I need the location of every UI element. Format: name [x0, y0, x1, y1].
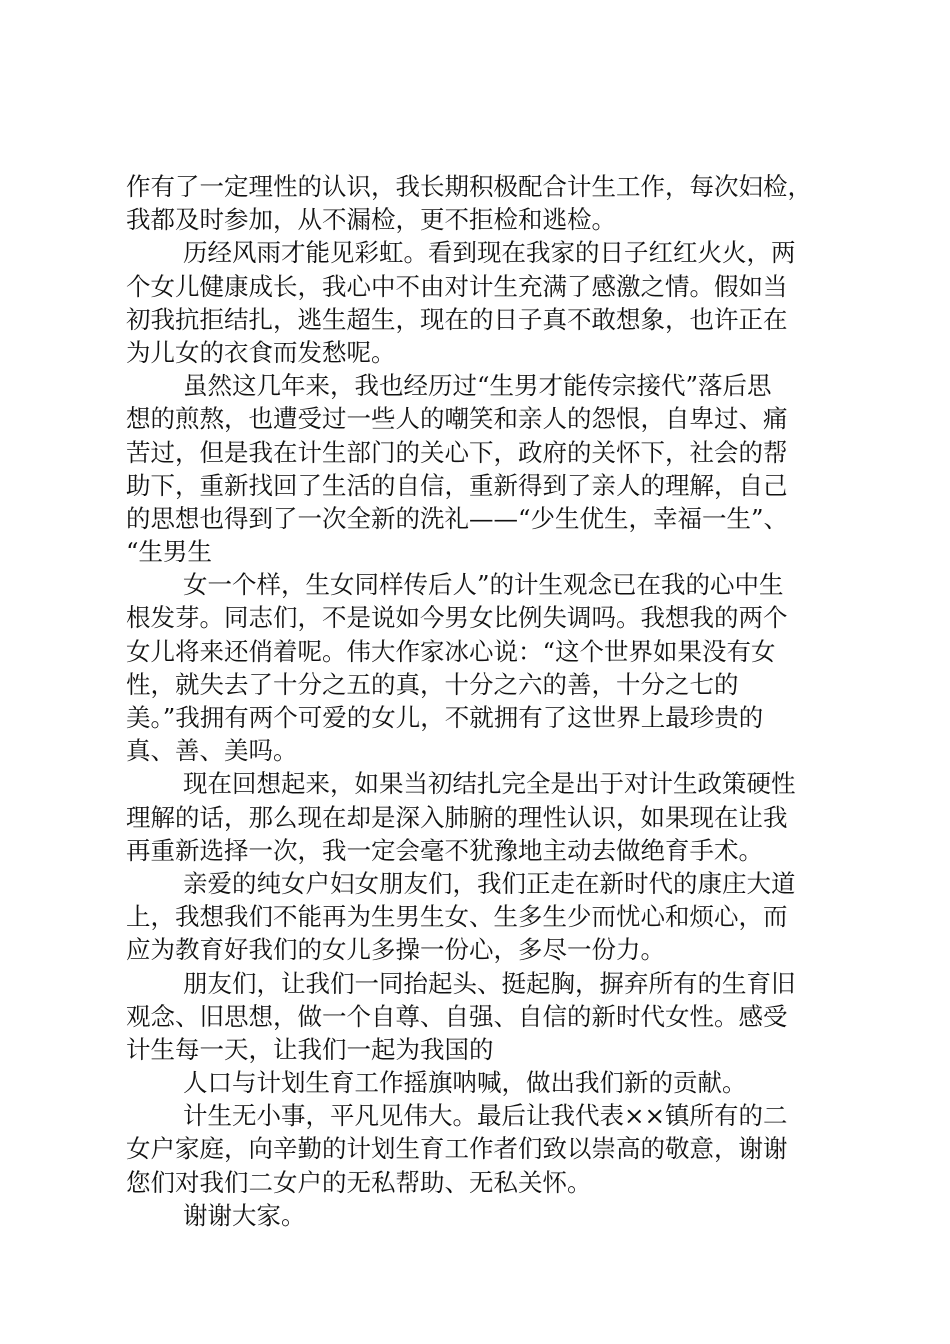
text-line: 朋友们，让我们一同抬起头、挺起胸，摒弃所有的生育旧	[183, 968, 796, 998]
text-line: 计生无小事，平凡见伟大。最后让我代表××镇所有的二	[183, 1101, 788, 1131]
text-line: 的思想也得到了一次全新的洗礼——“少生优生，幸福一生”、	[126, 503, 789, 533]
text-line: 我都及时参加，从不漏检，更不拒检和逃检。	[126, 205, 616, 235]
text-line: 虽然这几年来，我也经历过“生男才能传宗接代”落后思	[183, 371, 772, 401]
text-line: 亲爱的纯女户妇女朋友们，我们正走在新时代的康庄大道	[183, 868, 796, 898]
text-line: 美。”我拥有两个可爱的女儿，不就拥有了这世界上最珍贵的	[126, 703, 764, 732]
text-line: 为儿女的衣食而发愁呢。	[126, 337, 396, 367]
text-line: 再重新选择一次，我一定会毫不犹豫地主动去做绝育手术。	[126, 835, 763, 865]
text-line: 女一个样，生女同样传后人”的计生观念已在我的心中生	[183, 570, 784, 600]
text-line: 应为教育好我们的女儿多操一份心，多尽一份力。	[126, 935, 665, 965]
text-line: 现在回想起来，如果当初结扎完全是出于对计生政策硬性	[183, 769, 796, 799]
text-line: 理解的话，那么现在却是深入肺腑的理性认识，如果现在让我	[126, 802, 788, 832]
text-line: 性，就失去了十分之五的真，十分之六的善，十分之七的	[126, 669, 739, 699]
text-line: 作有了一定理性的认识，我长期积极配合计生工作，每次妇检，	[126, 172, 812, 201]
text-line: 历经风雨才能见彩虹。看到现在我家的日子红红火火，两	[183, 238, 796, 268]
text-line: 上，我想我们不能再为生男生女、生多生少而忧心和烦心，而	[126, 902, 788, 932]
text-line: 人口与计划生育工作摇旗呐喊，做出我们新的贡献。	[183, 1068, 747, 1098]
text-line: 计生每一天，让我们一起为我国的	[126, 1034, 494, 1064]
text-line: 想的煎熬，也遭受过一些人的嘲笑和亲人的怨恨，自卑过、痛	[126, 404, 788, 434]
text-line: 观念、旧思想，做一个自尊、自强、自信的新时代女性。感受	[126, 1001, 788, 1031]
text-line: 真、善、美吗。	[126, 736, 298, 766]
text-line: 您们对我们二女户的无私帮助、无私关怀。	[126, 1167, 592, 1197]
text-line: 谢谢大家。	[183, 1200, 306, 1230]
text-line: 苦过，但是我在计生部门的关心下，政府的关怀下，社会的帮	[126, 437, 788, 467]
text-line: 女儿将来还俏着呢。伟大作家冰心说：“这个世界如果没有女	[126, 636, 776, 666]
text-line: “生男生	[126, 537, 213, 567]
text-line: 女户家庭，向辛勤的计划生育工作者们致以崇高的敬意，谢谢	[126, 1134, 788, 1164]
text-line: 个女儿健康成长，我心中不由对计生充满了感激之情。假如当	[126, 271, 788, 301]
text-line: 初我抗拒结扎，逃生超生，现在的日子真不敢想象，也许正在	[126, 304, 788, 334]
document-body	[126, 170, 846, 1232]
text-line: 根发芽。同志们，不是说如今男女比例失调吗。我想我的两个	[126, 603, 788, 633]
text-line: 助下，重新找回了生活的自信，重新得到了亲人的理解，自己	[126, 470, 788, 500]
